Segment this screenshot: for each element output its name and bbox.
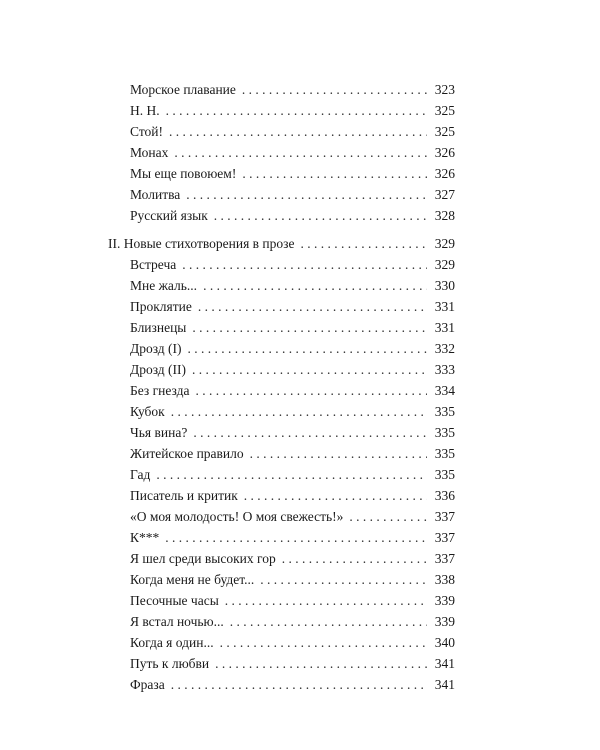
toc-entry-page: 328 — [434, 208, 455, 223]
toc-entry-page: 329 — [434, 257, 455, 272]
toc-entry-title: Кубок — [130, 404, 165, 419]
toc-entry — [130, 360, 455, 380]
toc-entry — [130, 381, 455, 401]
toc-leader-dots — [171, 675, 427, 695]
toc-entry-page: 333 — [434, 362, 455, 377]
toc-leader-dots — [260, 570, 427, 590]
toc-entry-page: 339 — [434, 593, 455, 608]
toc-entry-title: Чья вина? — [130, 425, 188, 440]
toc-entry — [130, 486, 455, 506]
toc-entry — [130, 465, 455, 485]
toc-leader-dots — [220, 633, 427, 653]
toc-entry-title: Морское плавание — [130, 82, 236, 97]
toc-entry-page: 336 — [434, 488, 455, 503]
toc-entry-title: Русский язык — [130, 208, 208, 223]
toc-entry-page: 335 — [434, 425, 455, 440]
toc-entry-page: 325 — [434, 103, 455, 118]
toc-entry-page: 335 — [434, 446, 455, 461]
toc-entry-page: 338 — [434, 572, 455, 587]
toc-leader-dots — [165, 528, 427, 548]
toc-entry — [130, 164, 455, 184]
toc-entry-page: 332 — [434, 341, 455, 356]
toc-entry-page: 331 — [434, 299, 455, 314]
toc-entry-title: Н. Н. — [130, 103, 160, 118]
toc-leader-dots — [203, 276, 427, 296]
toc-entry-page: 330 — [434, 278, 455, 293]
toc-entry-title: Путь к любви — [130, 656, 210, 671]
toc-entry — [130, 185, 455, 205]
toc-entry-title: Проклятие — [130, 299, 192, 314]
toc-entry — [130, 402, 455, 422]
toc-leader-dots — [282, 549, 427, 569]
toc-entry-page: 341 — [434, 677, 455, 692]
toc-leader-dots — [198, 297, 427, 317]
toc-entry-title: Когда я один... — [130, 635, 214, 650]
toc-leader-dots — [230, 612, 427, 632]
toc-entry — [130, 206, 455, 226]
toc-entry-title: Встреча — [130, 257, 177, 272]
toc-entry — [130, 591, 455, 611]
toc-leader-dots — [244, 486, 427, 506]
toc-leader-dots — [171, 402, 427, 422]
toc-entry-title: Я шел среди высоких гор — [130, 551, 276, 566]
toc-leader-dots — [192, 318, 427, 338]
toc-entry-page: 331 — [434, 320, 455, 335]
toc-entry-page: 323 — [434, 82, 455, 97]
toc-entry-page: 340 — [434, 635, 455, 650]
toc-entry-page: 329 — [434, 236, 455, 251]
toc-entry-title: «О моя молодость! О моя свежесть!» — [130, 509, 344, 524]
toc-entry — [130, 507, 455, 527]
toc-entry-title: Я встал ночью... — [130, 614, 224, 629]
toc-entry-page: 341 — [434, 656, 455, 671]
toc-leader-dots — [215, 654, 427, 674]
toc-entry-title: Дрозд (II) — [130, 362, 187, 377]
toc-entry-title: Мы еще повоюем! — [130, 166, 237, 181]
toc-entry — [130, 255, 455, 275]
toc-entry-title: Без гнезда — [130, 383, 190, 398]
toc-entry — [130, 122, 455, 142]
toc-entry-page: 334 — [434, 383, 455, 398]
toc-leader-dots — [242, 80, 427, 100]
toc-entry-title: Гад — [130, 467, 151, 482]
toc-leader-dots — [214, 206, 427, 226]
toc-entry-page: 325 — [434, 124, 455, 139]
toc-entry-title: Писатель и критик — [130, 488, 238, 503]
toc-entry-title: Молитва — [130, 187, 181, 202]
toc-entry — [130, 101, 455, 121]
toc-entry — [130, 80, 455, 100]
toc-leader-dots — [174, 143, 427, 163]
toc-entry-title: Житейское правило — [130, 446, 244, 461]
toc-entry — [130, 423, 455, 443]
toc-entry-page: 326 — [434, 145, 455, 160]
toc-entry-title: Стой! — [130, 124, 164, 139]
toc-entry — [130, 612, 455, 632]
toc-entry — [130, 675, 455, 695]
toc-entry-page: 335 — [434, 404, 455, 419]
toc-leader-dots — [195, 381, 427, 401]
toc-entry-title: Мне жаль... — [130, 278, 198, 293]
toc-entry-page: 335 — [434, 467, 455, 482]
toc-entry-page: 339 — [434, 614, 455, 629]
toc-entry-page: 337 — [434, 509, 455, 524]
toc-section-title: II. Новые стихотворения в прозе — [108, 236, 295, 251]
toc-leader-dots — [225, 591, 427, 611]
toc-entry-page: 337 — [434, 530, 455, 545]
toc-entry-title: Дрозд (I) — [130, 341, 182, 356]
toc-leader-dots — [192, 360, 427, 380]
toc-entry — [130, 633, 455, 653]
toc-leader-dots — [242, 164, 427, 184]
toc-entry-title: К*** — [130, 530, 160, 545]
toc-entry — [130, 528, 455, 548]
toc-entry — [130, 654, 455, 674]
toc-entry-title: Когда меня не будет... — [130, 572, 255, 587]
toc-leader-dots — [186, 185, 427, 205]
toc-leader-dots — [166, 101, 427, 121]
toc-entry-title: Монах — [130, 145, 169, 160]
toc-leader-dots — [169, 122, 427, 142]
toc-entry — [130, 318, 455, 338]
toc-entry — [130, 297, 455, 317]
toc-leader-dots — [250, 444, 427, 464]
toc-entry — [130, 339, 455, 359]
toc-leader-dots — [156, 465, 427, 485]
toc-entry-page: 327 — [434, 187, 455, 202]
toc-entry-page: 337 — [434, 551, 455, 566]
toc-leader-dots — [188, 339, 427, 359]
toc-entry — [130, 143, 455, 163]
toc-leader-dots — [193, 423, 427, 443]
toc-leader-dots — [182, 255, 427, 275]
toc-entry-title: Песочные часы — [130, 593, 219, 608]
toc-entry — [130, 549, 455, 569]
toc-section-heading — [108, 234, 455, 254]
toc-entry-title: Близнецы — [130, 320, 187, 335]
toc-entry-page: 326 — [434, 166, 455, 181]
toc-leader-dots — [349, 507, 427, 527]
toc-entry — [130, 444, 455, 464]
toc-entry — [130, 276, 455, 296]
toc-entry-title: Фраза — [130, 677, 165, 692]
toc-leader-dots — [300, 234, 427, 254]
toc-entry — [130, 570, 455, 590]
